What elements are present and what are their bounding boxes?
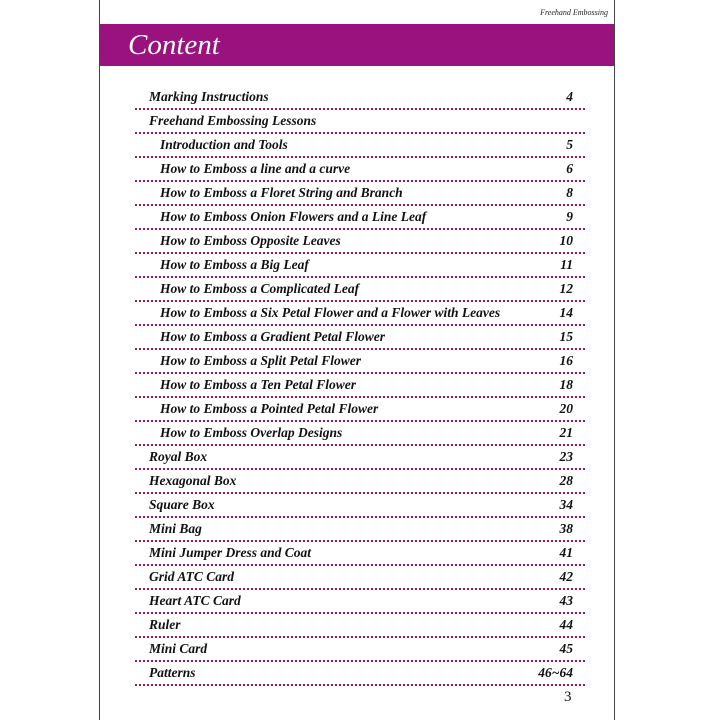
toc-entry-title: Patterns (149, 665, 196, 680)
toc-entry-title: How to Emboss a Complicated Leaf (160, 281, 360, 296)
toc-entry-page: 28 (559, 473, 573, 488)
page-border-left (99, 0, 100, 720)
toc-entry-page: 23 (559, 449, 573, 464)
toc-entry-title: How to Emboss a Split Petal Flower (160, 353, 362, 368)
toc-entry-page: 38 (559, 521, 573, 536)
toc-entry-page: 15 (559, 329, 573, 344)
toc-entry-title: How to Emboss a line and a curve (160, 161, 351, 176)
toc-entry-page: 16 (559, 353, 573, 368)
toc-entry[interactable] (135, 158, 585, 182)
toc-entry-page: 11 (560, 257, 573, 272)
toc-entry[interactable] (135, 542, 585, 566)
toc-entry-title: How to Emboss a Gradient Petal Flower (160, 329, 386, 344)
page-title: Content (128, 29, 220, 61)
toc-entry[interactable] (135, 86, 585, 110)
table-of-contents (135, 86, 585, 686)
toc-entry-title: How to Emboss a Floret String and Branch (160, 185, 403, 200)
toc-entry[interactable] (135, 374, 585, 398)
toc-entry[interactable] (135, 446, 585, 470)
toc-entry-title: Mini Bag (149, 521, 202, 536)
page-border-right (614, 0, 615, 720)
toc-entry-page: 41 (559, 545, 573, 560)
toc-entry-page: 44 (559, 617, 573, 632)
toc-entry[interactable] (135, 254, 585, 278)
toc-entry[interactable] (135, 494, 585, 518)
toc-entry-page: 18 (559, 377, 573, 392)
toc-entry[interactable] (135, 614, 585, 638)
toc-entry-page: 46~64 (538, 665, 573, 680)
toc-entry-title: How to Emboss a Big Leaf (160, 257, 309, 272)
toc-entry-title: How to Emboss Overlap Designs (160, 425, 343, 440)
toc-entry[interactable] (135, 590, 585, 614)
toc-entry-page: 34 (559, 497, 573, 512)
toc-entry-page: 20 (559, 401, 573, 416)
toc-entry[interactable] (135, 206, 585, 230)
toc-entry[interactable] (135, 422, 585, 446)
toc-entry-title: How to Emboss a Six Petal Flower and a Flower with Leaves (160, 305, 501, 320)
toc-entry[interactable] (135, 278, 585, 302)
toc-entry-page: 14 (559, 305, 573, 320)
running-head: Freehand Embossing (540, 8, 608, 17)
toc-entry-title: Square Box (149, 497, 215, 512)
toc-entry-page: 42 (559, 569, 573, 584)
toc-entry[interactable] (135, 230, 585, 254)
toc-entry-title: Marking Instructions (149, 89, 269, 104)
title-band (100, 24, 614, 66)
toc-entry[interactable] (135, 470, 585, 494)
toc-entry-title: How to Emboss a Ten Petal Flower (160, 377, 357, 392)
toc-entry-page: 21 (559, 425, 573, 440)
toc-entry[interactable] (135, 638, 585, 662)
page-number: 3 (564, 689, 572, 705)
toc-entry-title: Mini Card (149, 641, 208, 656)
toc-entry-title: Ruler (149, 617, 181, 632)
toc-entry-title: Grid ATC Card (149, 569, 235, 584)
toc-entry[interactable] (135, 662, 585, 686)
toc-entry-title: Mini Jumper Dress and Coat (149, 545, 312, 560)
toc-entry-page: 4 (566, 89, 573, 104)
toc-entry[interactable] (135, 134, 585, 158)
toc-entry[interactable] (135, 350, 585, 374)
toc-entry-page: 12 (559, 281, 573, 296)
toc-entry-page: 8 (566, 185, 573, 200)
toc-entry-page: 10 (559, 233, 573, 248)
toc-entry[interactable] (135, 110, 585, 134)
toc-entry-page: 5 (566, 137, 573, 152)
toc-entry-page: 45 (559, 641, 573, 656)
toc-entry-title: How to Emboss a Pointed Petal Flower (160, 401, 379, 416)
toc-entry[interactable] (135, 182, 585, 206)
toc-entry[interactable] (135, 398, 585, 422)
toc-entry-page: 43 (559, 593, 573, 608)
toc-entry-title: How to Emboss Opposite Leaves (160, 233, 341, 248)
toc-entry-title: Hexagonal Box (149, 473, 237, 488)
toc-entry-title: Introduction and Tools (160, 137, 288, 152)
toc-entry-page: 9 (566, 209, 573, 224)
toc-entry[interactable] (135, 566, 585, 590)
toc-entry-title: Royal Box (149, 449, 208, 464)
toc-entry-title: How to Emboss Onion Flowers and a Line Leaf (160, 209, 427, 224)
toc-entry-page: 6 (566, 161, 573, 176)
toc-entry[interactable] (135, 518, 585, 542)
toc-entry-title: Freehand Embossing Lessons (149, 113, 317, 128)
toc-entry[interactable] (135, 326, 585, 350)
toc-entry-title: Heart ATC Card (149, 593, 241, 608)
toc-entry[interactable] (135, 302, 585, 326)
